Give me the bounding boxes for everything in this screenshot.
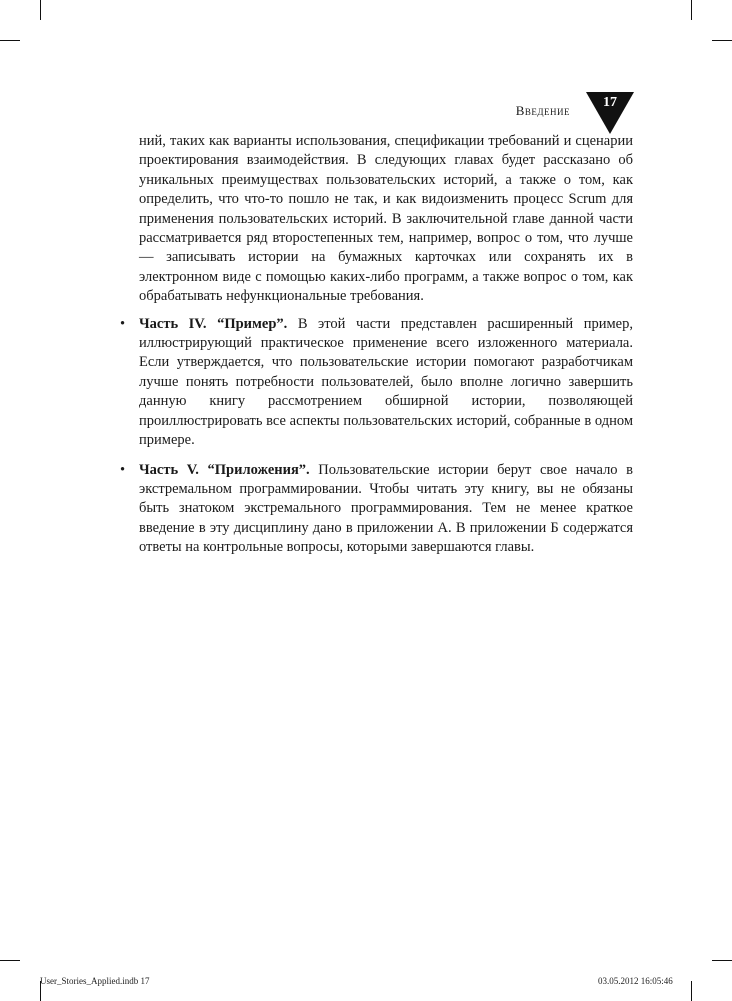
footer-timestamp: 03.05.2012 16:05:46 xyxy=(598,976,673,986)
bullet-icon: • xyxy=(120,315,126,332)
list-item-heading: Часть IV. “Пример”. xyxy=(139,315,288,332)
list-item xyxy=(120,315,633,451)
running-header xyxy=(516,92,634,136)
bullet-list xyxy=(120,315,633,558)
page-number-badge xyxy=(586,92,634,136)
crop-mark xyxy=(712,40,732,41)
crop-mark xyxy=(40,0,41,20)
crop-mark xyxy=(0,960,20,961)
crop-mark xyxy=(691,0,692,20)
crop-mark xyxy=(712,960,732,961)
list-item-text: В этой части представлен расширенный пример, иллюстрирующий практическое применение всего изложенного материала. Если утверждается, что пользовательские истории помогают разработчикам лучше понять потребности пользователей, было вполне логично завершить данную книгу рассмотрением обширной истории, позволяющей проиллюстрировать все аспекты пользовательских историй, собранные в одном примере. xyxy=(139,315,633,449)
page-number: 17 xyxy=(603,95,617,110)
crop-mark xyxy=(0,40,20,41)
intro-paragraph: ний, таких как варианты использования, спецификации требований и сценарии проектирования взаимодействия. В следующих главах будет рассказано об уникальных преимуществах пользовательских историй, а также о том, как определить, что что-то пошло не так, и как видоизменить процесс Scrum для применения пользовательских историй. В заключительной главе данной части рассматривается ряд второстепенных тем, например, вопрос о том, что лучше — записывать истории на бумажных карточках или сохранять их в электронном виде с помощью каких-либо программ, а также вопрос о том, как обрабатывать нефункциональные требования. xyxy=(139,133,633,305)
list-item-heading: Часть V. “Приложения”. xyxy=(139,461,310,478)
footer-file-name: User_Stories_Applied.indb 17 xyxy=(40,976,150,986)
bullet-icon: • xyxy=(120,461,126,478)
list-item-text: Пользовательские истории берут свое начало в экстремальном программировании. Чтобы читать эту книгу, вы не обязаны быть знатоком экстремального программирования. Тем не менее краткое введение в эту дисциплину дано в приложении А. В приложении Б содержатся ответы на контрольные вопросы, которыми завершаются главы. xyxy=(139,461,633,556)
list-item xyxy=(120,461,633,558)
crop-mark xyxy=(691,981,692,1001)
chapter-title: Введение xyxy=(515,103,570,118)
page-body xyxy=(120,132,633,568)
